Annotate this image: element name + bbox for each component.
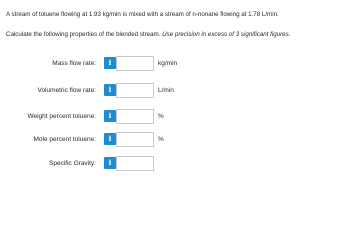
- mole-percent-row: [0, 132, 350, 147]
- instruction-emphasis: Use precision in excess of 3 significant figures.: [162, 31, 291, 38]
- mole-percent-unit: %: [158, 136, 164, 143]
- volumetric-flow-input[interactable]: [116, 83, 154, 98]
- problem-instruction: [6, 31, 290, 39]
- weight-percent-unit: %: [158, 113, 164, 120]
- weight-percent-label: Weight percent toluene:: [27, 113, 96, 120]
- info-icon[interactable]: i: [104, 133, 116, 145]
- mass-flow-label: Mass flow rate:: [52, 60, 96, 67]
- info-icon[interactable]: i: [104, 110, 116, 122]
- problem-statement: A stream of toluene flowing at 1.93 kg/min is mixed with a stream of n-nonane flowing at 1.78 L/min.: [6, 11, 279, 18]
- specific-gravity-label: Specific Gravity:: [49, 160, 96, 167]
- instruction-text: Calculate the following properties of the blended stream.: [6, 31, 163, 38]
- info-icon[interactable]: i: [104, 84, 116, 96]
- weight-percent-row: [0, 109, 350, 124]
- mass-flow-input[interactable]: [116, 56, 154, 71]
- specific-gravity-row: [0, 156, 350, 171]
- mole-percent-label: Mole percent toluene:: [33, 136, 96, 143]
- weight-percent-input[interactable]: [116, 109, 154, 124]
- volumetric-flow-label: Volumetric flow rate:: [37, 87, 96, 94]
- mass-flow-row: [0, 56, 350, 71]
- mass-flow-unit: kg/min: [158, 60, 178, 67]
- volumetric-flow-unit: L/min: [158, 87, 174, 94]
- specific-gravity-input[interactable]: [116, 156, 154, 171]
- info-icon[interactable]: i: [104, 57, 116, 69]
- volumetric-flow-row: [0, 83, 350, 98]
- info-icon[interactable]: i: [104, 157, 116, 169]
- mole-percent-input[interactable]: [116, 132, 154, 147]
